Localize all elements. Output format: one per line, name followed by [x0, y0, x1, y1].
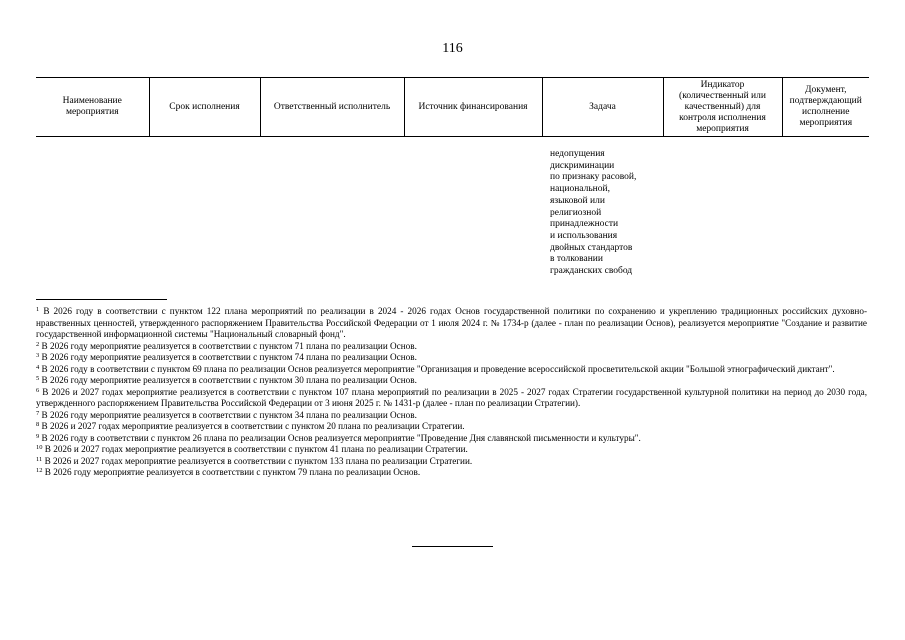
footnote-text: В 2026 году мероприятие реализуется в соответствии с пунктом 74 плана по реализации Основ. [41, 352, 417, 362]
footnote-number: 10 [36, 444, 43, 451]
footnote [36, 433, 867, 445]
footnote [36, 306, 867, 341]
footnote-text: В 2026 и 2027 годах мероприятие реализуется в соответствии с пунктом 41 плана по реализации Стратегии. [44, 444, 468, 454]
footnote-number: 3 [36, 352, 40, 359]
footnote [36, 467, 867, 479]
footnote-text: В 2026 году мероприятие реализуется в соответствии с пунктом 79 плана по реализации Основ. [44, 467, 421, 477]
footnote-text: В 2026 и 2027 годах мероприятие реализуется в соответствии с пунктом 133 плана по реализации Стратегии. [44, 455, 473, 466]
cell-funding-source [404, 137, 542, 278]
footnote-separator [36, 299, 167, 300]
cell-executor [260, 137, 404, 278]
cell-task [542, 137, 663, 278]
header-task: Задача [542, 78, 663, 137]
cell-term [149, 137, 260, 278]
footnote-number: 7 [36, 409, 40, 417]
footnote-text: В 2026 году мероприятие реализуется в соответствии с пунктом 71 плана по реализации Основ. [41, 340, 417, 351]
footnote-text: В 2026 году в соответствии с пунктом 122 плана мероприятий по реализации в 2024 - 2026 годах Основ государственной политики по сохранению и укреплению традиционных российских духовно-нравственных ценностей, утвержденного распоряжением Правительства Российской Федерации от 1 июля 2024 г. № 1734-р (далее - план по реализации Основ), реализуется мероприятие "Создание и развитие государственной информационной системы "Национальный словарный фонд". [36, 306, 868, 339]
footnote [36, 352, 867, 364]
footnote-number: 4 [36, 363, 40, 371]
header-funding-source: Источник финансирования [404, 78, 542, 137]
header-indicator: Индикатор (количественный или качественный) для контроля исполнения мероприятия [663, 78, 782, 137]
cell-indicator [663, 137, 782, 278]
footnote-text: В 2026 году в соответствии с пунктом 26 плана по реализации Основ реализуется мероприятие "Проведение Дня славянской письменности и культуры". [41, 432, 641, 443]
footnote-number: 6 [36, 386, 40, 394]
header-executor: Ответственный исполнитель [260, 78, 404, 137]
footnote-number: 2 [36, 340, 40, 348]
footnote [36, 364, 867, 376]
page-number: 116 [442, 41, 463, 56]
table-row [36, 137, 869, 278]
footnotes [36, 306, 867, 479]
footnote-text: В 2026 году в соответствии с пунктом 69 плана по реализации Основ реализуется мероприятие "Организация и проведение всероссийской просветительской акции "Большой этнографический диктант". [41, 363, 835, 374]
footnote [36, 341, 867, 353]
footnote [36, 410, 867, 422]
plan-table [36, 77, 869, 278]
cell-document [782, 137, 869, 278]
footnote-text: В 2026 и 2027 годах мероприятие реализуется в соответствии с пунктом 107 плана мероприятий по реализации в 2025 - 2027 годах Стратегии государственной культурной политики на период до 2030 года, утвержденного распоряжением Правительства Российской Федерации от 3 июня 2025 г. № 1431-р (далее - план по реализации Стратегии). [36, 386, 868, 408]
header-event-name: Наименование мероприятия [36, 78, 149, 137]
footnote [36, 375, 867, 387]
header-term: Срок исполнения [149, 78, 260, 137]
end-rule [412, 546, 493, 547]
footnote-number: 1 [36, 306, 40, 313]
footnote [36, 421, 867, 433]
footnote-number: 11 [36, 455, 43, 463]
task-text: недопущения дискриминации по признаку расовой, национальной, языковой или религиозной принадлежности и использования двойных стандартов в толковании гражданских свобод [550, 149, 637, 277]
footnote-text: В 2026 году мероприятие реализуется в соответствии с пунктом 30 плана по реализации Основ. [41, 375, 417, 385]
footnote [36, 456, 867, 468]
footnote-number: 9 [36, 432, 40, 440]
table-header-row [36, 78, 869, 137]
footnote [36, 444, 867, 456]
footnote-text: В 2026 и 2027 годах мероприятие реализуется в соответствии с пунктом 20 плана по реализации Стратегии. [41, 421, 465, 431]
footnote-text: В 2026 году мероприятие реализуется в соответствии с пунктом 34 плана по реализации Основ. [41, 409, 417, 420]
footnote-number: 8 [36, 421, 40, 428]
footnote-number: 5 [36, 375, 40, 382]
cell-event-name [36, 137, 149, 278]
footnote [36, 387, 867, 410]
footnote-number: 12 [36, 467, 43, 474]
header-document: Документ, подтверждающий исполнение мероприятия [782, 78, 869, 137]
